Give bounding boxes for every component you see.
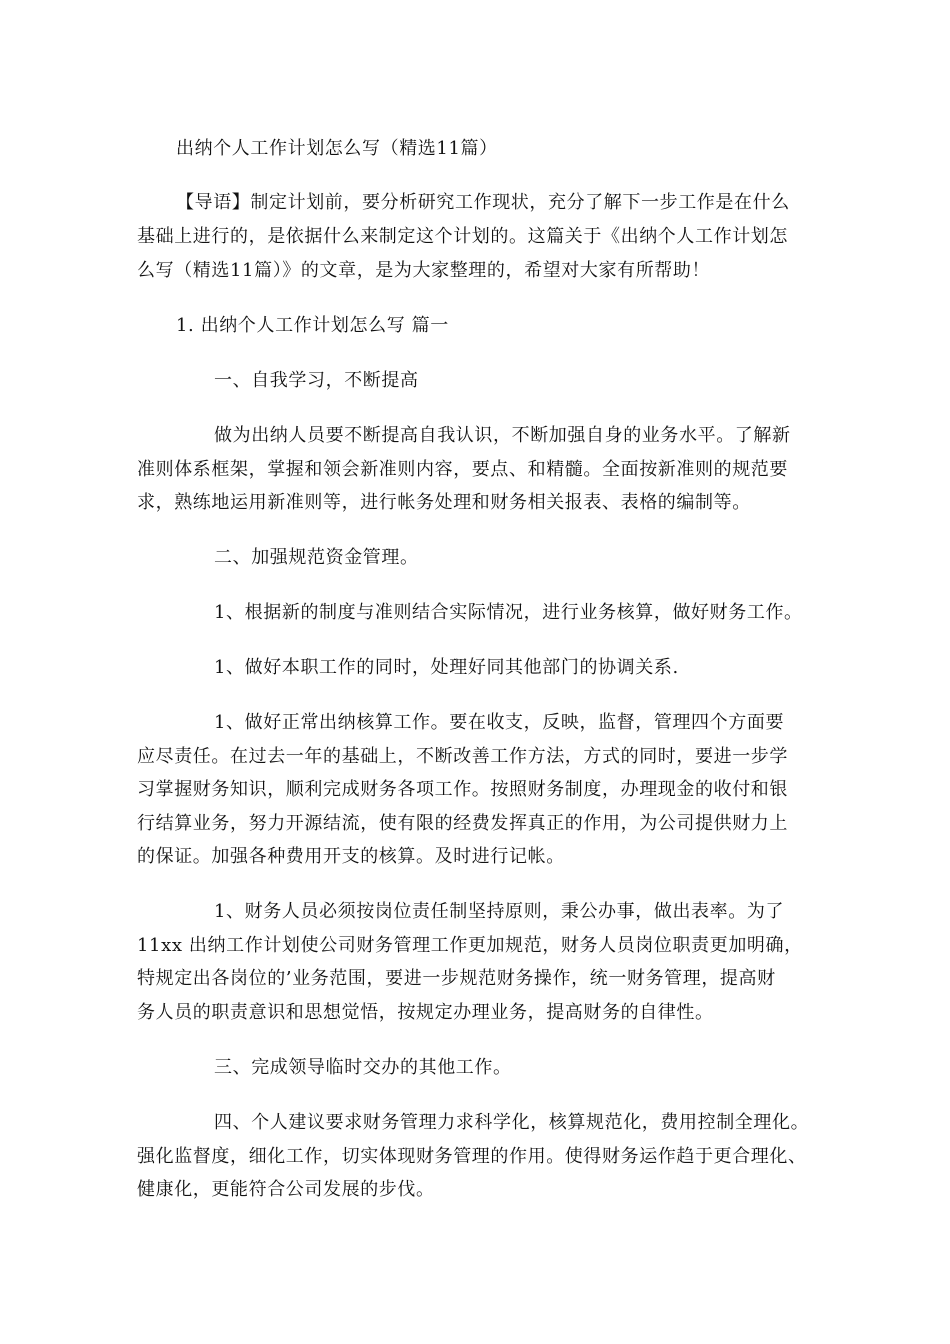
paragraph-line: 11xx 出纳工作计划使公司财务管理工作更加规范，财务人员岗位职责更加明确， — [137, 935, 803, 956]
paragraph-line: 的保证。加强各种费用开支的核算。及时进行记帐。 — [137, 846, 565, 867]
list-item: 1、做好本职工作的同时，处理好同其他部门的协调关系. — [214, 657, 679, 678]
paragraph-line: 强化监督度，细化工作，切实体现财务管理的作用。使得财务运作趋于更合理化、 — [137, 1146, 807, 1167]
paragraph-line: 行结算业务，努力开源结流，使有限的经费发挥真正的作用，为公司提供财力上 — [137, 813, 788, 834]
paragraph-line: 做为出纳人员要不断提高自我认识，不断加强自身的业务水平。了解新 — [214, 425, 791, 446]
paragraph-line: 特规定出各岗位的’业务范围，要进一步规范财务操作，统一财务管理，提高财 — [137, 968, 776, 989]
paragraph-line: 1、财务人员必须按岗位责任制坚持原则，秉公办事，做出表率。为了 — [214, 901, 785, 922]
paragraph-line: 求，熟练地运用新准则等，进行帐务处理和财务相关报表、表格的编制等。 — [137, 492, 751, 513]
subheading-fund-management: 二、加强规范资金管理。 — [214, 547, 419, 568]
subheading-other-work: 三、完成领导临时交办的其他工作。 — [214, 1057, 512, 1078]
paragraph-line: 健康化，更能符合公司发展的步伐。 — [137, 1179, 435, 1200]
paragraph-line: 应尽责任。在过去一年的基础上，不断改善工作方法，方式的同时，要进一步学 — [137, 746, 788, 767]
section-heading: 1. 出纳个人工作计划怎么写 篇一 — [176, 315, 449, 336]
paragraph-line: 务人员的职责意识和思想觉悟，按规定办理业务，提高财务的自律性。 — [137, 1002, 714, 1023]
paragraph-line: 1、做好正常出纳核算工作。要在收支，反映，监督，管理四个方面要 — [214, 712, 785, 733]
paragraph-line: 准则体系框架，掌握和领会新准则内容，要点、和精髓。全面按新准则的规范要 — [137, 459, 788, 480]
intro-line: 基础上进行的，是依据什么来制定这个计划的。这篇关于《出纳个人工作计划怎 — [137, 226, 788, 247]
document-title: 出纳个人工作计划怎么写（精选11篇） — [176, 138, 498, 159]
paragraph-line: 四、个人建议要求财务管理力求科学化，核算规范化，费用控制全理化。 — [214, 1112, 810, 1133]
list-item: 1、根据新的制度与准则结合实际情况，进行业务核算，做好财务工作。 — [214, 602, 803, 623]
intro-line: 【导语】制定计划前，要分析研究工作现状，充分了解下一步工作是在什么 — [176, 192, 790, 213]
subheading-self-study: 一、自我学习，不断提高 — [214, 370, 419, 391]
paragraph-line: 习掌握财务知识，顺利完成财务各项工作。按照财务制度，办理现金的收付和银 — [137, 779, 788, 800]
intro-line: 么写（精选11篇）》的文章，是为大家整理的，希望对大家有所帮助！ — [137, 260, 711, 281]
